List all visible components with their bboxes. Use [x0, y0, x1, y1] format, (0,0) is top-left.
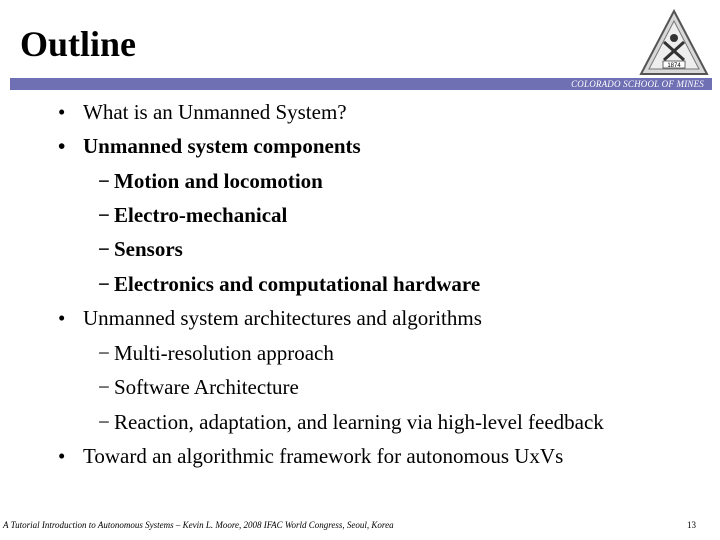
dash-marker: − — [98, 375, 110, 399]
list-item-text: Electro-mechanical — [114, 203, 288, 227]
list-item-text: Sensors — [114, 237, 183, 261]
list-item-text: Multi-resolution approach — [114, 341, 334, 365]
bullet-marker: • — [58, 100, 66, 124]
list-item-text: What is an Unmanned System? — [83, 100, 347, 124]
list-item-text: Unmanned system components — [83, 134, 361, 158]
dash-marker: − — [98, 272, 110, 296]
logo-year: 1874 — [667, 63, 681, 69]
bullet-marker: • — [58, 444, 66, 468]
logo-lamp — [670, 34, 678, 42]
school-name: COLORADO SCHOOL OF MINES — [571, 79, 704, 89]
bullet-marker: • — [58, 134, 66, 158]
list-item-text: Electronics and computational hardware — [114, 272, 481, 296]
bullet-marker: • — [58, 306, 66, 330]
dash-marker: − — [98, 203, 110, 227]
slide-title: Outline — [20, 24, 137, 64]
dash-marker: − — [98, 169, 110, 193]
dash-marker: − — [98, 410, 110, 434]
dash-marker: − — [98, 237, 110, 261]
list-item-text: Reaction, adaptation, and learning via high-level feedback — [114, 410, 604, 434]
dash-marker: − — [98, 341, 110, 365]
list-item-text: Unmanned system architectures and algorithms — [83, 306, 482, 330]
page-number: 13 — [687, 520, 696, 530]
list-item-text: Software Architecture — [114, 375, 299, 399]
school-logo-icon — [638, 8, 710, 78]
footer-citation: A Tutorial Introduction to Autonomous Systems – Kevin L. Moore, 2008 IFAC World Congress, Seoul, Korea — [3, 520, 394, 530]
list-item-text: Toward an algorithmic framework for autonomous UxVs — [83, 444, 564, 468]
list-item-text: Motion and locomotion — [114, 169, 323, 193]
